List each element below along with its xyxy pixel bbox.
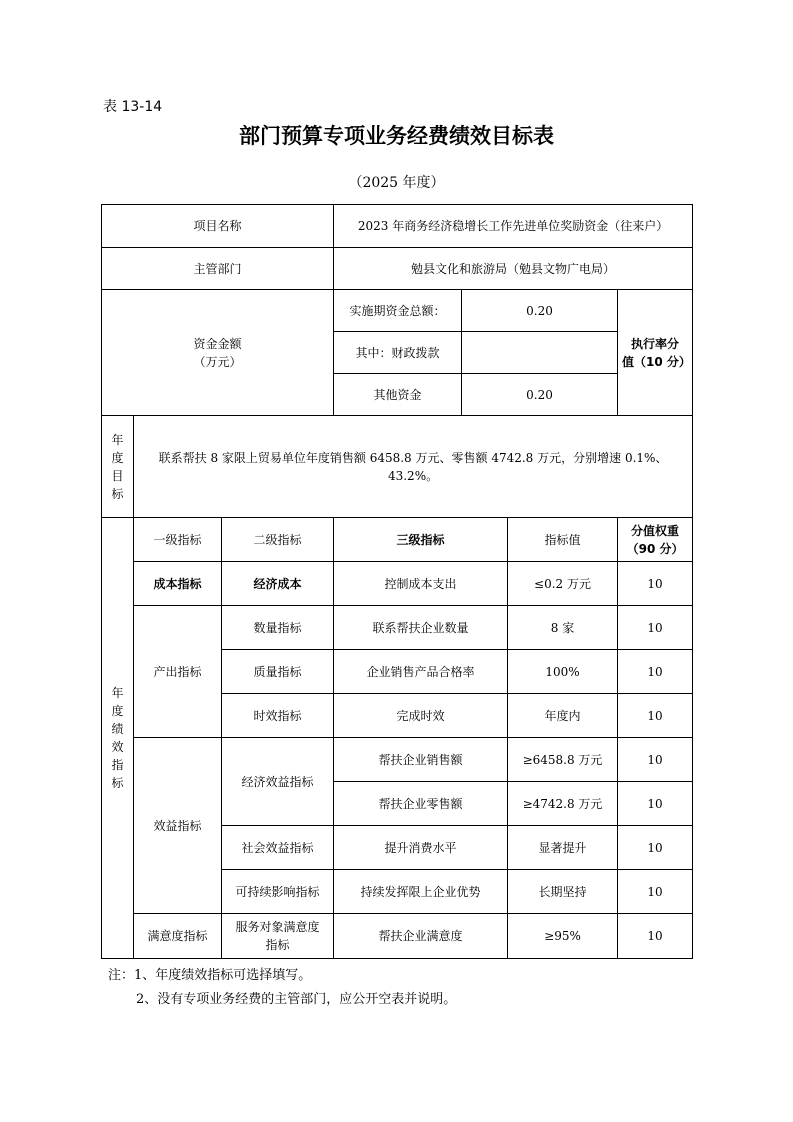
level2-cell: 质量指标 (222, 650, 334, 694)
funds-label-line2: （万元） (193, 354, 242, 369)
score-cell: 10 (618, 914, 693, 959)
funds-other-value: 0.20 (462, 374, 618, 416)
group-satisfaction: 满意度指标 (134, 914, 222, 959)
row-department (102, 248, 693, 290)
value-cell: ≤0.2 万元 (508, 562, 618, 606)
note-line2: 2、没有专项业务经费的主管部门，应公开空表并说明。 (136, 992, 457, 1007)
row-project-name (102, 205, 693, 248)
level2-cell: 可持续影响指标 (222, 870, 334, 914)
level3-cell: 控制成本支出 (334, 562, 508, 606)
score-cell: 10 (618, 562, 693, 606)
goal-label-char: 度 (111, 450, 124, 465)
table-row (102, 562, 693, 606)
note-line1: 注：1、年度绩效指标可选择填写。 (108, 968, 312, 983)
value-cell: 8 家 (508, 606, 618, 650)
value-cell: ≥4742.8 万元 (508, 782, 618, 826)
value-cell: 100% (508, 650, 618, 694)
level2-line2: 指标 (265, 938, 290, 952)
header-weight-line2: （90 分） (626, 541, 684, 556)
year-label: （2025 年度） (348, 175, 445, 191)
header-level3: 三级指标 (334, 518, 508, 562)
indicator-section-label (102, 518, 134, 959)
level2-cell: 社会效益指标 (222, 826, 334, 870)
funds-fiscal-label: 其中：财政拨款 (334, 332, 462, 374)
exec-rate-line2: 值（10 分） (622, 354, 691, 369)
value-cell: 长期坚持 (508, 870, 618, 914)
exec-rate-label (618, 290, 693, 416)
row-annual-goal (102, 416, 693, 518)
funds-fiscal-value (462, 332, 618, 374)
goal-label-char: 年 (111, 432, 124, 447)
indicator-label-char: 效 (111, 740, 124, 754)
header-level1: 一级指标 (134, 518, 222, 562)
header-weight (618, 518, 693, 562)
level2-line1: 服务对象满意度 (235, 920, 320, 934)
table-row (102, 914, 693, 959)
header-value: 指标值 (508, 518, 618, 562)
value-cell: 显著提升 (508, 826, 618, 870)
level2-cell: 经济成本 (222, 562, 334, 606)
value-cell: ≥6458.8 万元 (508, 738, 618, 782)
indicator-label-char: 指 (111, 758, 124, 772)
funds-total-value: 0.20 (462, 290, 618, 332)
header-level2: 二级指标 (222, 518, 334, 562)
table-code: 表 13-14 (103, 99, 163, 115)
value-cell: 年度内 (508, 694, 618, 738)
funds-label (102, 290, 334, 416)
level3-cell: 帮扶企业零售额 (334, 782, 508, 826)
table-row (102, 606, 693, 650)
group-cost: 成本指标 (134, 562, 222, 606)
page-title: 部门预算专项业务经费绩效目标表 (239, 124, 554, 148)
project-name-label: 项目名称 (102, 205, 334, 248)
level2-cell: 数量指标 (222, 606, 334, 650)
row-funds-total (102, 290, 693, 332)
value-cell: ≥95% (508, 914, 618, 959)
exec-rate-line1: 执行率分 (631, 336, 680, 351)
indicator-label-char: 标 (111, 776, 124, 790)
score-cell: 10 (618, 782, 693, 826)
level3-cell: 帮扶企业满意度 (334, 914, 508, 959)
funds-other-label: 其他资金 (334, 374, 462, 416)
group-benefit: 效益指标 (134, 738, 222, 914)
indicator-label-char: 度 (111, 704, 124, 718)
funds-total-label: 实施期资金总额： (334, 290, 462, 332)
row-indicator-header (102, 518, 693, 562)
project-name-value: 2023 年商务经济稳增长工作先进单位奖励资金（往来户） (334, 205, 693, 248)
goal-label-char: 目 (111, 468, 124, 483)
indicator-label-char: 绩 (111, 722, 124, 736)
header-weight-line1: 分值权重 (631, 523, 680, 538)
annual-goal-text: 联系帮扶 8 家限上贸易单位年度销售额 6458.8 万元、零售额 4742.8 万元，分别增速 0.1%、43.2%。 (134, 416, 693, 518)
score-cell: 10 (618, 650, 693, 694)
level3-cell: 联系帮扶企业数量 (334, 606, 508, 650)
score-cell: 10 (618, 606, 693, 650)
score-cell: 10 (618, 738, 693, 782)
department-label: 主管部门 (102, 248, 334, 290)
level3-cell: 企业销售产品合格率 (334, 650, 508, 694)
performance-goal-table (101, 204, 693, 959)
level3-cell: 提升消费水平 (334, 826, 508, 870)
level3-cell: 持续发挥限上企业优势 (334, 870, 508, 914)
level2-cell: 时效指标 (222, 694, 334, 738)
score-cell: 10 (618, 870, 693, 914)
score-cell: 10 (618, 826, 693, 870)
notes (108, 964, 456, 1012)
group-output: 产出指标 (134, 606, 222, 738)
score-cell: 10 (618, 694, 693, 738)
department-value: 勉县文化和旅游局（勉县文物广电局） (334, 248, 693, 290)
level2-cell (222, 914, 334, 959)
indicator-label-char: 年 (111, 686, 124, 700)
table-row (102, 738, 693, 782)
level3-cell: 帮扶企业销售额 (334, 738, 508, 782)
level3-cell: 完成时效 (334, 694, 508, 738)
goal-label-char: 标 (111, 486, 124, 501)
level2-cell: 经济效益指标 (222, 738, 334, 826)
annual-goal-label (102, 416, 134, 518)
funds-label-line1: 资金金额 (193, 336, 242, 351)
